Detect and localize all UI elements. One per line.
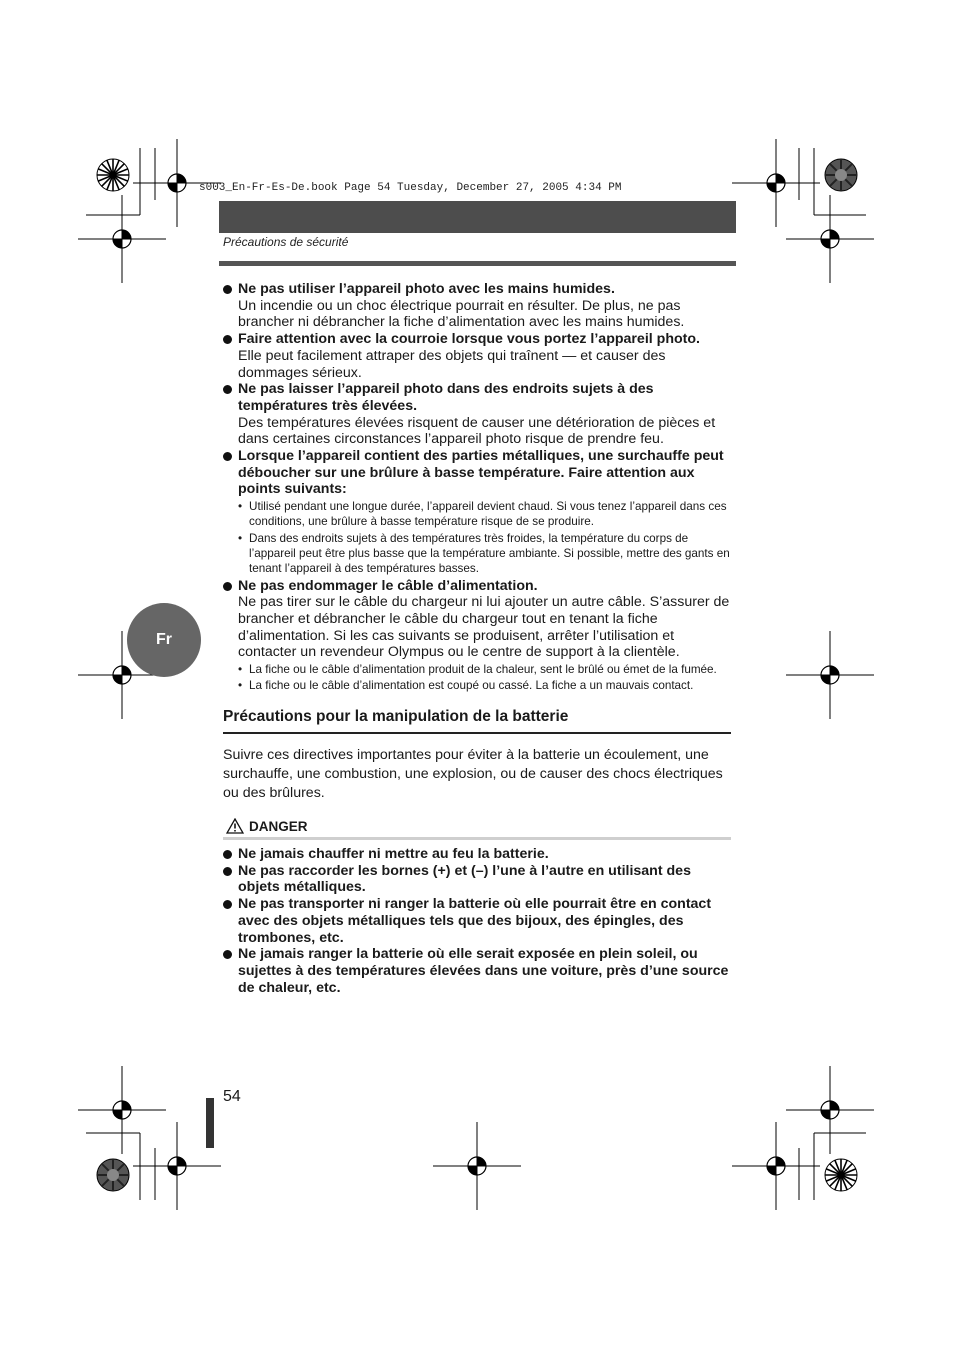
language-tab (127, 603, 201, 677)
sub-list (238, 499, 734, 576)
page-number: 54 (223, 1088, 241, 1105)
language-tab-label: Fr (156, 631, 172, 648)
item-text: Ne pas tirer sur le câble du chargeur ni lui ajouter un autre câble. S’assurer de brancher et débrancher le câble du chargeur tout en tenant la fiche d’alimentation. Si les cas suivants se produisent, arrêter l’utilisation et contacter un revendeur Olympus ou le centre de support à la clientèle. (238, 594, 730, 661)
battery-heading: Précautions pour la manipulation de la batterie (223, 708, 731, 734)
item-text: Elle peut facilement attraper des objets qui traînent — et causer des dommages sérieux. (238, 347, 666, 381)
item-title: Ne pas endommager le câble d’alimentation. (238, 577, 538, 594)
item-text: Un incendie ou un choc électrique pourrait en résulter. De plus, ne pas brancher ni débrancher la fiche d’alimentation avec les mains humides. (238, 297, 685, 331)
item-title: Ne pas laisser l’appareil photo dans des endroits sujets à des températures très élevées. (238, 381, 654, 414)
danger-item: Ne pas transporter ni ranger la batterie où elle pourrait être en contact avec des objets métalliques tels que des bijoux, des épingles, des trombones, etc. (222, 896, 734, 946)
list-item (222, 331, 734, 381)
sub-list (238, 662, 734, 694)
section-title: Précautions de sécurité (223, 235, 349, 249)
item-title: Faire attention avec la courroie lorsque vous portez l’appareil photo. (238, 331, 700, 348)
battery-intro: Suivre ces directives importantes pour éviter à la batterie un écoulement, une surchauffe, une combustion, une explosion, ou de causer des chocs électriques ou des brûlures. (223, 747, 723, 801)
danger-item: Ne jamais ranger la batterie où elle serait exposée en plein soleil, ou sujettes à des températures élevées dans une voiture, près d’une source de chaleur, etc. (222, 946, 734, 996)
page-edge-bar (206, 1098, 214, 1148)
sub-item: • Utilisé pendant une longue durée, l’appareil devient chaud. Si vous tenez l’appareil dans ces conditions, une brûlure à basse température risque de se produire. (238, 499, 734, 530)
sub-item: • La fiche ou le câble d’alimentation est coupé ou cassé. La fiche a un mauvais contact. (238, 678, 734, 693)
danger-label: DANGER (249, 819, 308, 834)
warning-triangle-icon (226, 818, 244, 834)
danger-item: Ne jamais chauffer ni mettre au feu la batterie. (222, 846, 734, 863)
danger-list (222, 846, 734, 996)
sub-item: • La fiche ou le câble d’alimentation produit de la chaleur, sent le brûlé ou émet de la fumée. (238, 662, 734, 677)
precautions-list (222, 281, 734, 695)
file-header: s003_En-Fr-Es-De.book Page 54 Tuesday, December 27, 2005 4:34 PM (199, 182, 622, 194)
item-title: Ne pas utiliser l’appareil photo avec les mains humides. (238, 281, 615, 297)
list-item (222, 381, 734, 448)
item-text: Des températures élevées risquent de causer une détérioration de pièces et dans certaines circonstances l’appareil photo risque de prendre feu. (238, 414, 716, 448)
list-item (222, 578, 734, 694)
list-item (222, 448, 734, 577)
danger-item: Ne pas raccorder les bornes (+) et (–) l’une à l’autre en utilisant des objets métalliques. (222, 863, 734, 896)
sub-item: • Dans des endroits sujets à des températures très froides, la température du corps de l’appareil peut être plus basse que la température ambiante. Si possible, mettre des gants en tenant l’appareil à des températures basses. (238, 531, 734, 577)
header-rule (219, 261, 736, 266)
item-title: Lorsque l’appareil contient des parties métalliques, une surchauffe peut déboucher sur une brûlure à basse température. Faire attention aux points suivants: (238, 448, 724, 498)
header-bar (219, 201, 736, 233)
danger-header (223, 817, 731, 840)
list-item (222, 281, 734, 331)
